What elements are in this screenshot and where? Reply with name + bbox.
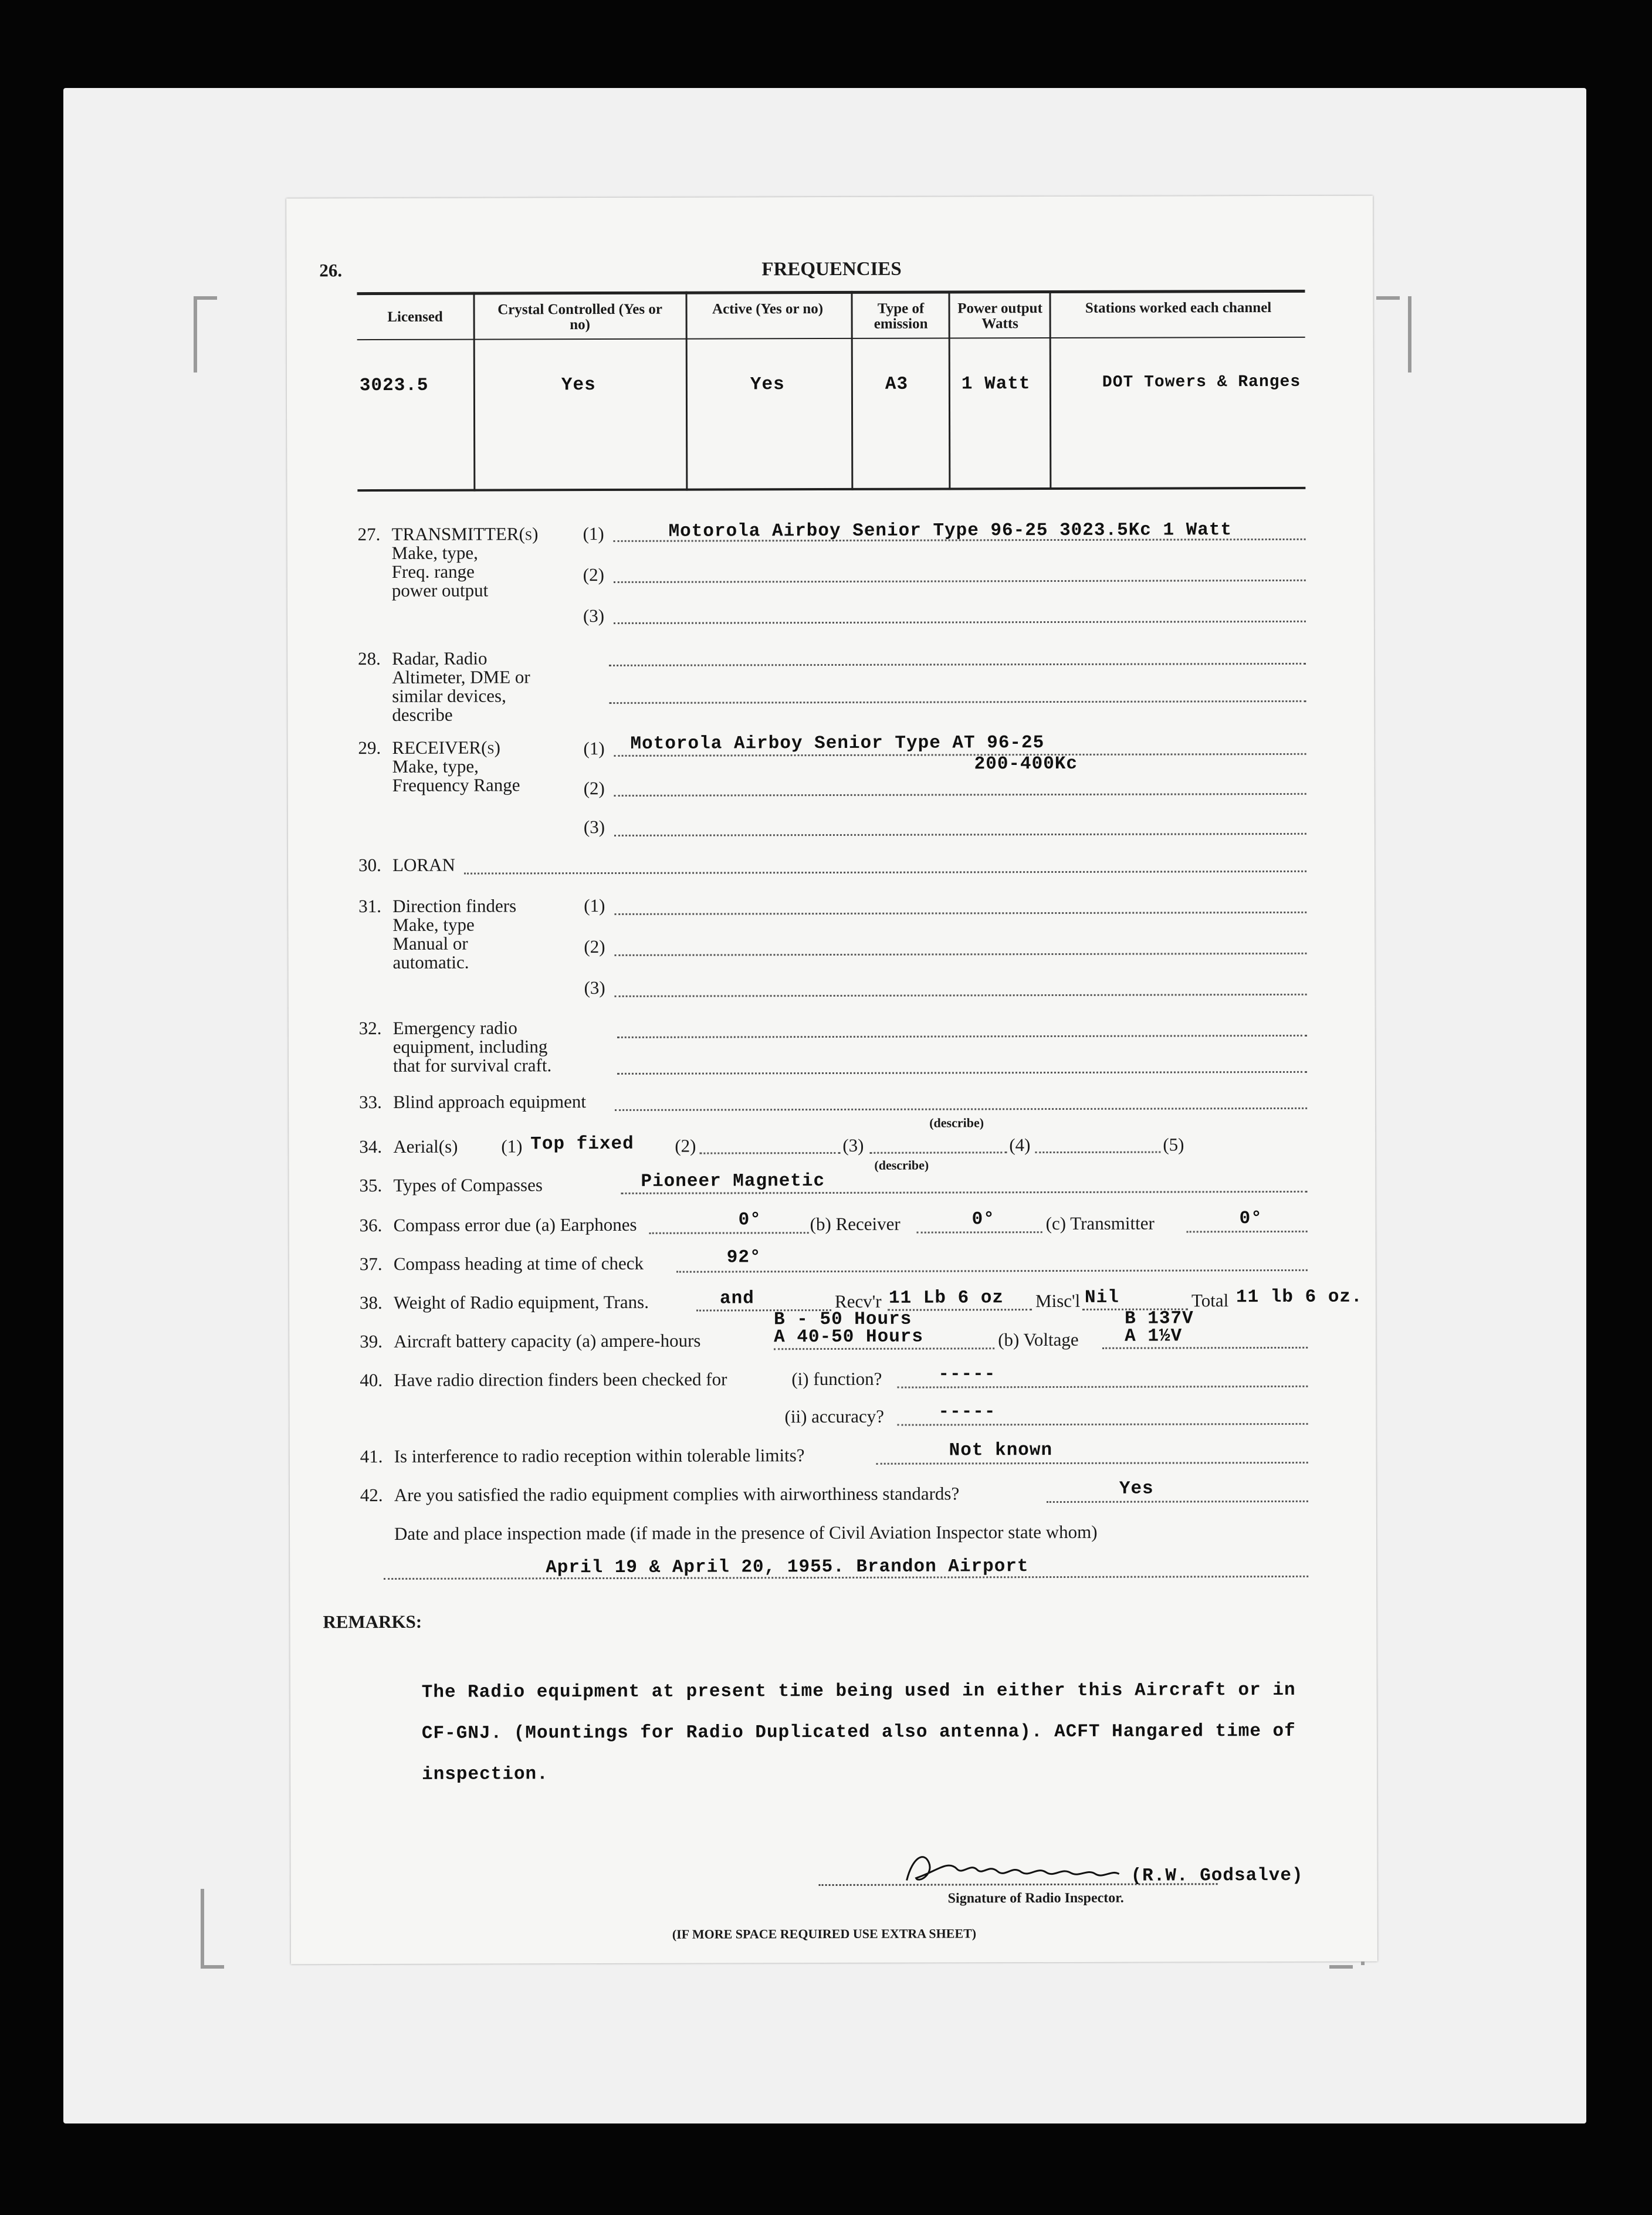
q35-number: 35. bbox=[359, 1175, 382, 1196]
table-divider bbox=[948, 290, 950, 490]
q30-label: LORAN bbox=[392, 854, 455, 875]
q40-i-label: (i) function? bbox=[791, 1368, 882, 1390]
q34-value: Top fixed bbox=[530, 1133, 634, 1155]
q39-label-b: (b) Voltage bbox=[998, 1329, 1079, 1350]
q38-label-misc: Misc'l bbox=[1035, 1290, 1081, 1312]
fill-line bbox=[464, 871, 1306, 875]
q40-number: 40. bbox=[360, 1370, 383, 1391]
q32-line: Emergency radio bbox=[392, 1017, 517, 1038]
table-divider bbox=[473, 292, 475, 492]
col-header-active: Active (Yes or no) bbox=[712, 301, 824, 317]
q36-label-c: (c) Transmitter bbox=[1045, 1213, 1155, 1234]
q37-value: 92° bbox=[726, 1247, 761, 1268]
signature-caption: Signature of Radio Inspector. bbox=[947, 1890, 1124, 1906]
remarks-label: REMARKS: bbox=[323, 1611, 422, 1633]
table-divider bbox=[851, 291, 853, 490]
fill-line bbox=[617, 1035, 1307, 1038]
fill-line bbox=[615, 994, 1307, 997]
q29-sub: Frequency Range bbox=[392, 774, 520, 795]
q38-value-trans: and bbox=[719, 1288, 754, 1309]
q34-slot: (2) bbox=[675, 1135, 696, 1156]
remarks-line: inspection. bbox=[422, 1764, 549, 1785]
fill-line bbox=[699, 1152, 840, 1154]
q31-line: automatic. bbox=[392, 951, 469, 973]
q27-slot: (3) bbox=[583, 605, 605, 626]
fill-line bbox=[917, 1231, 1042, 1234]
fill-line bbox=[649, 1232, 809, 1234]
col-header-stations: Stations worked each channel bbox=[1085, 300, 1272, 316]
form-sheet bbox=[286, 196, 1377, 1965]
col-header-crystal: Crystal Controlled (Yes or no) bbox=[497, 301, 662, 333]
fill-line bbox=[1187, 1231, 1308, 1233]
fill-line bbox=[1035, 1151, 1160, 1154]
q31-slot: (3) bbox=[584, 977, 605, 998]
q38-number: 38. bbox=[359, 1292, 382, 1313]
q29-slot: (3) bbox=[583, 817, 605, 838]
crop-mark bbox=[1376, 296, 1400, 300]
fill-line bbox=[614, 580, 1306, 583]
q38-label-recv: Recv'r bbox=[834, 1291, 882, 1312]
q29-value: Motorola Airboy Senior Type AT 96-25 bbox=[630, 733, 1045, 754]
fill-line bbox=[876, 1462, 1308, 1465]
crop-mark bbox=[194, 296, 217, 300]
q34-number: 34. bbox=[359, 1136, 382, 1157]
q36-label: Compass error due (a) Earphones bbox=[393, 1214, 637, 1235]
q39-value-b: A 1½V bbox=[1125, 1326, 1183, 1347]
q34-label: Aerial(s) bbox=[393, 1136, 458, 1157]
signatory-name: (R.W. Godsalve) bbox=[1130, 1865, 1304, 1887]
fill-line bbox=[897, 1386, 1308, 1388]
q33-number: 33. bbox=[359, 1092, 382, 1113]
fill-line bbox=[1047, 1501, 1308, 1503]
section-number: 26. bbox=[319, 260, 343, 281]
table-divider bbox=[685, 292, 688, 491]
col-header-emission: Type of emission bbox=[874, 300, 928, 332]
q29-label: RECEIVER(s) bbox=[392, 737, 500, 758]
q28-line: describe bbox=[392, 704, 453, 725]
q40-label: Have radio direction finders been checked for bbox=[394, 1369, 727, 1390]
q38-label: Weight of Radio equipment, Trans. bbox=[393, 1291, 649, 1313]
q27-sub: Freq. range bbox=[391, 561, 475, 582]
q39-label: Aircraft battery capacity (a) ampere-hours bbox=[394, 1330, 701, 1352]
cell-emission: A3 bbox=[885, 374, 909, 395]
q36-value-b: 0° bbox=[971, 1209, 995, 1230]
fill-line bbox=[614, 953, 1306, 956]
q35-label: Types of Compasses bbox=[393, 1174, 543, 1195]
q33-describe: (describe) bbox=[929, 1115, 984, 1130]
q41-label: Is interference to radio reception within tolerable limits? bbox=[394, 1445, 805, 1466]
col-header-licensed: Licensed bbox=[387, 309, 443, 325]
inspection-label: Date and place inspection made (if made in the presence of Civil Aviation Inspector state whom) bbox=[394, 1521, 1098, 1544]
table-divider bbox=[1049, 290, 1051, 490]
q31-slot: (2) bbox=[584, 936, 605, 957]
q34-slot: (1) bbox=[501, 1136, 523, 1157]
q38-label-total: Total bbox=[1191, 1290, 1229, 1311]
q31-line: Make, type bbox=[392, 914, 475, 935]
q40-ii-value: ----- bbox=[938, 1401, 996, 1423]
q27-label: TRANSMITTER(s) bbox=[391, 523, 539, 544]
cell-crystal: Yes bbox=[561, 375, 596, 396]
cell-licensed: 3023.5 bbox=[359, 375, 429, 397]
fill-line bbox=[869, 1151, 1007, 1154]
q29-slot: (2) bbox=[583, 778, 605, 799]
fill-line bbox=[609, 663, 1306, 666]
q41-value: Not known bbox=[949, 1440, 1053, 1461]
q37-label: Compass heading at time of check bbox=[393, 1252, 644, 1274]
fill-line bbox=[1102, 1347, 1308, 1349]
q39-value-b-top: B 137V bbox=[1125, 1308, 1194, 1329]
section-title: FREQUENCIES bbox=[761, 258, 902, 280]
q27-number: 27. bbox=[357, 524, 381, 545]
remarks-line: The Radio equipment at present time being used in either this Aircraft or in bbox=[421, 1679, 1296, 1703]
q34-slot: (4) bbox=[1009, 1134, 1031, 1156]
q40-i-value: ----- bbox=[938, 1364, 996, 1385]
q38-value-total: 11 lb 6 oz. bbox=[1235, 1286, 1363, 1308]
q27-sub: power output bbox=[391, 580, 489, 601]
q29-number: 29. bbox=[358, 737, 381, 758]
footer-note: (IF MORE SPACE REQUIRED USE EXTRA SHEET) bbox=[672, 1926, 977, 1942]
q39-value-a-top: B - 50 Hours bbox=[774, 1309, 912, 1330]
fill-line bbox=[609, 700, 1306, 704]
q29-value-range: 200-400Kc bbox=[974, 753, 1078, 775]
q27-slot: (2) bbox=[583, 564, 604, 585]
q35-value: Pioneer Magnetic bbox=[641, 1171, 825, 1192]
fill-line bbox=[617, 1071, 1307, 1075]
fill-line bbox=[614, 912, 1306, 915]
remarks-line: CF-GNJ. (Mountings for Radio Duplicated also antenna). ACFT Hangared time of bbox=[421, 1720, 1296, 1744]
inspection-value: April 19 & April 20, 1955. Brandon Airport bbox=[546, 1556, 1029, 1579]
q36-value-c: 0° bbox=[1239, 1208, 1262, 1230]
crop-mark bbox=[1396, 296, 1411, 372]
fill-line bbox=[615, 1108, 1307, 1111]
cell-active: Yes bbox=[750, 374, 785, 395]
q31-slot: (1) bbox=[584, 895, 605, 916]
q33-label: Blind approach equipment bbox=[393, 1091, 587, 1112]
table-bottom-rule bbox=[357, 487, 1305, 492]
table-header-rule bbox=[357, 337, 1305, 340]
q29-sub: Make, type, bbox=[392, 756, 479, 777]
q27-sub: Make, type, bbox=[391, 542, 478, 563]
q36-value-a: 0° bbox=[738, 1210, 761, 1231]
fill-line bbox=[384, 1576, 1308, 1580]
q37-number: 37. bbox=[359, 1254, 382, 1275]
q29-slot: (1) bbox=[583, 738, 605, 759]
q28-line: similar devices, bbox=[392, 685, 506, 706]
q34-describe: (describe) bbox=[874, 1157, 929, 1173]
q39-value-a: A 40-50 Hours bbox=[774, 1326, 924, 1348]
q32-line: equipment, including bbox=[392, 1036, 548, 1057]
q42-value: Yes bbox=[1119, 1478, 1154, 1499]
q31-number: 31. bbox=[358, 896, 382, 917]
q30-number: 30. bbox=[358, 855, 381, 876]
crop-mark bbox=[194, 296, 209, 372]
table-top-rule bbox=[357, 290, 1305, 295]
q31-line: Manual or bbox=[392, 933, 468, 954]
q32-line: that for survival craft. bbox=[392, 1055, 552, 1076]
cell-power: 1 Watt bbox=[961, 374, 1031, 395]
crop-mark bbox=[201, 1965, 224, 1969]
q31-line: Direction finders bbox=[392, 895, 517, 916]
q36-label-b: (b) Receiver bbox=[810, 1213, 901, 1235]
crop-mark bbox=[201, 1889, 216, 1965]
fill-line bbox=[614, 793, 1306, 797]
q36-number: 36. bbox=[359, 1215, 382, 1236]
q27-value: Motorola Airboy Senior Type 96-25 3023.5Kc 1 Watt bbox=[668, 520, 1233, 542]
q38-value-recv: 11 Lb 6 oz bbox=[888, 1288, 1004, 1309]
fill-line bbox=[614, 621, 1306, 624]
q41-number: 41. bbox=[360, 1446, 383, 1467]
q28-line: Altimeter, DME or bbox=[392, 666, 530, 687]
fill-line bbox=[614, 833, 1306, 836]
q38-value-misc: Nil bbox=[1084, 1287, 1119, 1308]
fill-line bbox=[774, 1347, 994, 1350]
q28-line: Radar, Radio bbox=[392, 648, 488, 669]
q40-ii-label: (ii) accuracy? bbox=[784, 1405, 885, 1427]
q28-number: 28. bbox=[358, 648, 381, 669]
q39-number: 39. bbox=[360, 1331, 382, 1352]
cell-stations: DOT Towers & Ranges bbox=[1102, 372, 1301, 392]
fill-line bbox=[898, 1423, 1308, 1426]
q27-slot: (1) bbox=[583, 523, 604, 544]
crop-mark bbox=[1329, 1965, 1353, 1969]
q32-number: 32. bbox=[358, 1018, 382, 1039]
q34-slot: (3) bbox=[842, 1134, 864, 1156]
q34-slot: (5) bbox=[1163, 1134, 1184, 1155]
q42-label: Are you satisfied the radio equipment complies with airworthiness standards? bbox=[394, 1483, 960, 1505]
col-header-power: Power output Watts bbox=[957, 300, 1042, 332]
fill-line bbox=[676, 1269, 1308, 1273]
q42-number: 42. bbox=[360, 1485, 383, 1506]
